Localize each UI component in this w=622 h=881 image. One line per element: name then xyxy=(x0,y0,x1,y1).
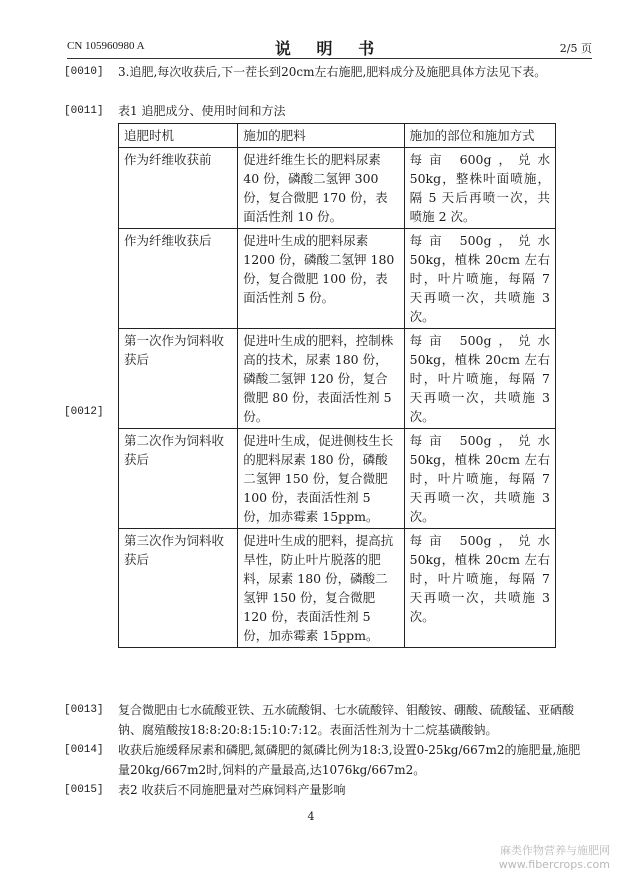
paragraph-number-0013: [0013] xyxy=(64,704,104,716)
paragraph-0014: 收获后施缓释尿素和磷肥,氮磷肥的氮磷比例为18:3,设置0-25kg/667m2的施肥量,施肥量20kg/667m2时,饲料的产量最高,达1076kg/667m2。 xyxy=(118,743,581,777)
table-header-cell: 施加的部位和施加方式 xyxy=(404,124,555,148)
table2-caption: 表2 收获后不同施肥量对苎麻饲料产量影响 xyxy=(118,783,346,797)
table-cell-method: 每亩 600g，兑水 50kg，整株叶面喷施，隔 5 天后再喷一次，共喷施 2 次。 xyxy=(404,148,555,229)
table-row xyxy=(119,529,556,648)
table-row xyxy=(119,429,556,529)
table-cell-timing: 第三次作为饲料收获后 xyxy=(119,529,238,648)
table-cell-fertilizer: 促进叶生成，促进侧枝生长的肥料尿素 180 份，磷酸二氢钾 150 份，复合微肥 100 份，表面活性剂 5 份，加赤霉素 15ppm。 xyxy=(238,429,404,529)
page-number: 4 xyxy=(307,810,315,823)
table-cell-method: 每亩 500g，兑水 50kg，植株 20cm 左右时，叶片喷施，每隔 7 天再喷一次，共喷施 3 次。 xyxy=(404,529,555,648)
document-title: 说 明 书 xyxy=(274,39,385,58)
table-row xyxy=(119,229,556,329)
table-cell-fertilizer: 促进纤维生长的肥料尿素 40 份，磷酸二氢钾 300 份，复合微肥 170 份，表面活性剂 10 份。 xyxy=(238,148,404,229)
paragraph-0013: 复合微肥由七水硫酸亚铁、五水硫酸铜、七水硫酸锌、钼酸铵、硼酸、硫酸锰、亚硒酸钠、腐殖酸按18:8:20:8:15:10:7:12。表面活性剂为十二烷基磺酸钠。 xyxy=(118,703,575,737)
fertilizer-table xyxy=(118,123,556,648)
table1-caption: 表1 追肥成分、使用时间和方法 xyxy=(118,104,286,118)
paragraph-number-0010: [0010] xyxy=(64,66,104,78)
table-cell-fertilizer: 促进叶生成的肥料尿素 1200 份，磷酸二氢钾 180 份，复合微肥 100 份，表面活性剂 5 份。 xyxy=(238,229,404,329)
table-cell-timing: 作为纤维收获前 xyxy=(119,148,238,229)
table-cell-method: 每亩 500g，兑水 50kg，植株 20cm 左右时，叶片喷施，每隔 7 天再喷一次，共喷施 3 次。 xyxy=(404,229,555,329)
table-cell-timing: 第二次作为饲料收获后 xyxy=(119,429,238,529)
paragraph-number-0014: [0014] xyxy=(64,744,104,756)
page-count: 2/5 页 xyxy=(559,42,592,55)
table-header-cell: 施加的肥料 xyxy=(238,124,404,148)
table-row xyxy=(119,148,556,229)
watermark-site-name: 麻类作物营养与施肥网 xyxy=(500,844,610,857)
publication-number: CN 105960980 A xyxy=(67,40,145,52)
table-cell-method: 每亩 500g，兑水 50kg，植株 20cm 左右时，叶片喷施，每隔 7 天再喷一次，共喷施 3 次。 xyxy=(404,329,555,429)
table-header-row xyxy=(119,124,556,148)
paragraph-number-0012: [0012] xyxy=(64,406,104,418)
table-cell-timing: 第一次作为饲料收获后 xyxy=(119,329,238,429)
table-row xyxy=(119,329,556,429)
paragraph-0010: 3.追肥,每次收获后,下一茬长到20cm左右施肥,肥料成分及施肥具体方法见下表。 xyxy=(118,65,547,79)
page-header xyxy=(67,30,592,59)
paragraph-number-0011: [0011] xyxy=(64,105,104,117)
paragraph-number-0015: [0015] xyxy=(64,784,104,796)
table-cell-timing: 作为纤维收获后 xyxy=(119,229,238,329)
table-cell-fertilizer: 促进叶生成的肥料，提高抗旱性，防止叶片脱落的肥料，尿素 180 份，磷酸二氢钾 150 份，复合微肥 120 份，表面活性剂 5 份，加赤霉素 15ppm。 xyxy=(238,529,404,648)
watermark-url: www.fibercrops.com xyxy=(498,858,610,871)
table-header-cell: 追肥时机 xyxy=(119,124,238,148)
table-cell-fertilizer: 促进叶生成的肥料，控制株高的技术，尿素 180 份，磷酸二氢钾 120 份，复合微肥 80 份，表面活性剂 5 份。 xyxy=(238,329,404,429)
table-cell-method: 每亩 500g，兑水 50kg，植株 20cm 左右时，叶片喷施，每隔 7 天再喷一次，共喷施 3 次。 xyxy=(404,429,555,529)
